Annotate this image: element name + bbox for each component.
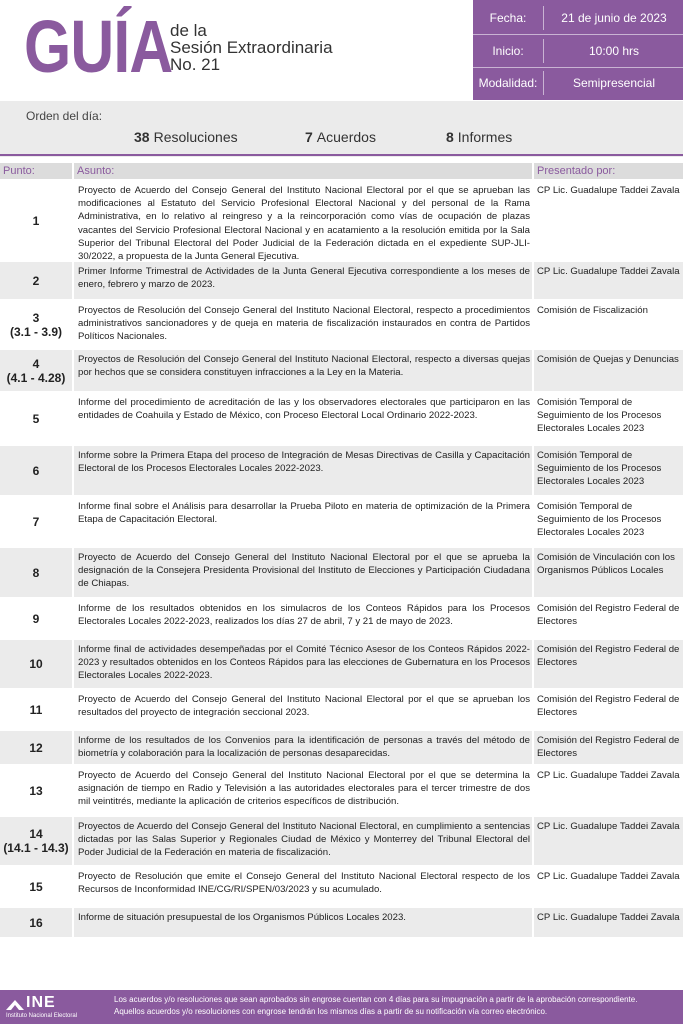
- cell-presentado: CP Lic. Guadalupe Taddei Zavala: [537, 185, 680, 196]
- header-punto: Punto:: [0, 163, 72, 179]
- cell-punto: [0, 181, 72, 260]
- cell-punto: [0, 599, 72, 638]
- logo-subtext: Instituto Nacional Electoral: [6, 1013, 78, 1019]
- subtitle-line: No. 21: [170, 55, 221, 74]
- punto-number: 10: [29, 657, 43, 671]
- cell-punto: [0, 446, 72, 495]
- table-row: [0, 599, 683, 638]
- header-asunto: Asunto:: [74, 163, 532, 179]
- table-row: [0, 497, 683, 546]
- cell-asunto: Proyectos de Resolución del Consejo General del Instituto Nacional Electoral, respecto a procedimientos administrativos sancionadores y de queja en materia de fiscalización instaurados en contra de Partidos Políticos Nacionales.: [78, 305, 530, 343]
- session-subtitle: [170, 22, 333, 73]
- punto-subrange: (4.1 - 4.28): [6, 370, 66, 385]
- punto-number: 8: [32, 565, 40, 580]
- cell-asunto: Proyecto de Acuerdo del Consejo General del Instituto Nacional Electoral por el que se determina la asignación de tiempo en Radio y Televisión a las autoridades electorales para el tercer trimestre de dos mil veintitrés, mediante la aplicación de criterios específicos de distribución.: [78, 770, 530, 808]
- footer-note: [114, 994, 680, 1018]
- cell-punto: [0, 731, 72, 764]
- info-label: Inicio:: [492, 44, 524, 58]
- punto-number: 15: [29, 879, 43, 894]
- cell-punto: [0, 640, 72, 688]
- agenda-label: Orden del día:: [26, 109, 103, 123]
- count-acuerdos: 7 Acuerdos: [305, 129, 376, 145]
- cell-asunto: Informe de situación presupuestal de los Organismos Públicos Locales 2023.: [74, 908, 532, 937]
- cell-presentado: Comisión del Registro Federal de Electores: [534, 640, 683, 688]
- table-row: [0, 181, 683, 263]
- table-row: [0, 393, 683, 444]
- cell-presentado: Comisión del Registro Federal de Electores: [537, 603, 680, 628]
- table-row: [0, 690, 683, 729]
- cell-punto: [0, 262, 72, 299]
- cell-punto: [0, 497, 72, 546]
- info-date: [473, 2, 683, 34]
- cell-presentado: CP Lic. Guadalupe Taddei Zavala: [534, 262, 683, 299]
- table-row: [0, 350, 683, 391]
- count-resoluciones: 38 Resoluciones: [134, 129, 238, 145]
- page-title: GUÍA: [24, 5, 173, 88]
- table-row: [0, 301, 683, 348]
- agenda-summary: [0, 101, 683, 157]
- punto-subrange: (14.1 - 14.3): [3, 841, 69, 855]
- table-row: [0, 908, 683, 937]
- punto-subrange: (3.1 - 3.9): [9, 324, 63, 339]
- punto-number: 2: [32, 273, 40, 288]
- cell-asunto: Proyectos de Resolución del Consejo General del Instituto Nacional Electoral, respecto a diversas quejas por hechos que se considera constituyen infracciones a la Ley en la Materia.: [74, 350, 532, 391]
- cell-presentado: Comisión del Registro Federal de Electores: [534, 731, 683, 764]
- info-modality: [473, 67, 683, 99]
- info-label: Modalidad:: [478, 76, 538, 90]
- footer-note-line: Aquellos acuerdos y/o resoluciones con engrose tendrán los mismos días a partir de su notificación vía correo electrónico.: [114, 1007, 548, 1016]
- punto-number: 5: [32, 411, 40, 426]
- table-header: [0, 163, 683, 179]
- cell-presentado: CP Lic. Guadalupe Taddei Zavala: [537, 871, 680, 882]
- cell-presentado: Comisión del Registro Federal de Electores: [537, 694, 680, 719]
- cell-punto: [0, 908, 72, 937]
- cell-presentado: CP Lic. Guadalupe Taddei Zavala: [537, 770, 680, 781]
- punto-number: 7: [32, 514, 40, 529]
- cell-presentado: Comisión de Quejas y Denuncias: [534, 350, 683, 391]
- page-header: [0, 0, 683, 100]
- punto-number: 16: [29, 915, 43, 930]
- cell-asunto: Informe sobre la Primera Etapa del proceso de Integración de Mesas Directivas de Casilla y Capacitación Electoral de los Procesos Electorales Locales 2022-2023.: [74, 446, 532, 495]
- cell-asunto: Informe final sobre el Análisis para desarrollar la Prueba Piloto en materia de optimización de la Primera Etapa de Capacitación Electoral.: [78, 501, 530, 526]
- page-footer: [0, 990, 683, 1024]
- table-row: [0, 766, 683, 815]
- cell-presentado: Comisión de Fiscalización: [537, 305, 648, 316]
- punto-number: 1: [32, 213, 40, 228]
- info-start: [473, 35, 683, 67]
- cell-asunto: Proyecto de Acuerdo del Consejo General del Instituto Nacional Electoral por el que se aprueban los resultados del proyecto de integración seccional 2023.: [78, 694, 530, 719]
- punto-number: 13: [29, 783, 43, 798]
- cell-punto: [0, 817, 72, 865]
- punto-number: 14: [29, 827, 43, 841]
- footer-note-line: Los acuerdos y/o resoluciones que sean aprobados sin engrose cuentan con 4 días para su impugnación a partir de la aprobación correspondiente.: [114, 995, 638, 1004]
- cell-presentado: CP Lic. Guadalupe Taddei Zavala: [534, 817, 683, 865]
- cell-punto: [0, 867, 72, 906]
- table-row: [0, 548, 683, 597]
- cell-asunto: Informe final de actividades desempeñadas por el Comité Técnico Asesor de los Conteos Rápidos 2022-2023 y resultados obtenidos en los Conteos Rápidos para las elecciones de Gubernatura en los Procesos Electorales Locales 2022-2023.: [74, 640, 532, 688]
- punto-number: 4: [32, 356, 40, 371]
- table-row: [0, 817, 683, 865]
- session-info-box: [473, 0, 683, 100]
- logo-text: INE: [26, 994, 56, 1011]
- cell-asunto: Informe del procedimiento de acreditación de las y los observadores electorales que participaron en las entidades de Coahuila y Estado de México, con Proceso Electoral Local Ordinario 2022-2023.: [78, 397, 530, 422]
- table-row: [0, 867, 683, 906]
- cell-asunto: Primer Informe Trimestral de Actividades de la Junta General Ejecutiva correspondiente a los meses de enero, febrero y marzo de 2023.: [74, 262, 532, 299]
- cell-presentado: Comisión de Vinculación con los Organismos Públicos Locales: [534, 548, 683, 597]
- info-value: 21 de junio de 2023: [561, 11, 667, 25]
- punto-number: 12: [29, 740, 43, 755]
- divider: [0, 154, 683, 156]
- cell-asunto: Proyecto de Resolución que emite el Consejo General del Instituto Nacional Electoral respecto de los Recursos de Inconformidad INE/CG/RI/SPEN/03/2023 y su acumulado.: [78, 871, 530, 896]
- ine-logo-icon: [6, 998, 24, 1010]
- cell-presentado: CP Lic. Guadalupe Taddei Zavala: [534, 908, 683, 937]
- cell-punto: [0, 301, 72, 348]
- cell-presentado: Comisión Temporal de Seguimiento de los Procesos Electorales Locales 2023: [534, 446, 683, 495]
- cell-punto: [0, 350, 72, 391]
- cell-asunto: Proyecto de Acuerdo del Consejo General del Instituto Nacional Electoral por el que se aprueba la designación de la Consejera Presidenta Provisional del Instituto de Elecciones y Participación Ciudadana de Chiapas.: [74, 548, 532, 597]
- cell-asunto: Proyecto de Acuerdo del Consejo General del Instituto Nacional Electoral por el que se aprueban las modificaciones al Estatuto del Servicio Profesional Electoral Nacional y del personal de la Rama Administrativa, en lo relativo al reingreso y a la reincorporación como vías de ocupación de plazas vacantes del Servicio Profesional Electoral Nacional y en acatamiento a la resolución emitida por la Sala Superior del Tribunal Electoral del Poder Judicial de la Federación dictada en el expediente SUP-JLI-30/2022, a propuesta de la Junta General Ejecutiva.: [78, 185, 530, 263]
- cell-presentado: Comisión Temporal de Seguimiento de los Procesos Electorales Locales 2023: [537, 397, 662, 435]
- cell-asunto: Proyectos de Acuerdo del Consejo General del Instituto Nacional Electoral, en cumplimiento a sentencias dictadas por las Salas Superior y Regionales Ciudad de México y Monterrey del Tribunal Electoral del Poder Judicial de la Federación en materia de fiscalización.: [74, 817, 532, 865]
- cell-punto: [0, 548, 72, 597]
- cell-punto: [0, 690, 72, 729]
- cell-punto: [0, 393, 72, 444]
- punto-number: 11: [29, 702, 43, 717]
- ine-logo: [4, 994, 84, 1022]
- cell-presentado: Comisión Temporal de Seguimiento de los Procesos Electorales Locales 2023: [537, 501, 662, 539]
- punto-number: 9: [32, 611, 40, 626]
- subtitle-line: de la: [170, 21, 207, 40]
- info-label: Fecha:: [489, 11, 527, 25]
- punto-number: 6: [32, 463, 40, 478]
- agenda-counts: [0, 129, 683, 151]
- table-row: [0, 262, 683, 299]
- subtitle-line: Sesión Extraordinaria: [170, 38, 333, 57]
- count-informes: 8 Informes: [446, 129, 513, 145]
- info-value: Semipresencial: [572, 76, 656, 90]
- header-presentado: Presentado por:: [534, 163, 683, 179]
- table-row: [0, 640, 683, 688]
- cell-asunto: Informe de los resultados de los Convenios para la identificación de personas a través del método de biometría y colaboración para la localización de personas desaparecidas.: [74, 731, 532, 764]
- punto-number: 3: [32, 310, 40, 325]
- table-row: [0, 446, 683, 495]
- cell-punto: [0, 766, 72, 815]
- table-row: [0, 731, 683, 764]
- info-value: 10:00 hrs: [588, 44, 640, 58]
- cell-asunto: Informe de los resultados obtenidos en los simulacros de los Conteos Rápidos para los Procesos Electorales Locales 2022-2023, realizados los días 27 de abril, 7 y 21 de mayo de 2023.: [78, 603, 530, 628]
